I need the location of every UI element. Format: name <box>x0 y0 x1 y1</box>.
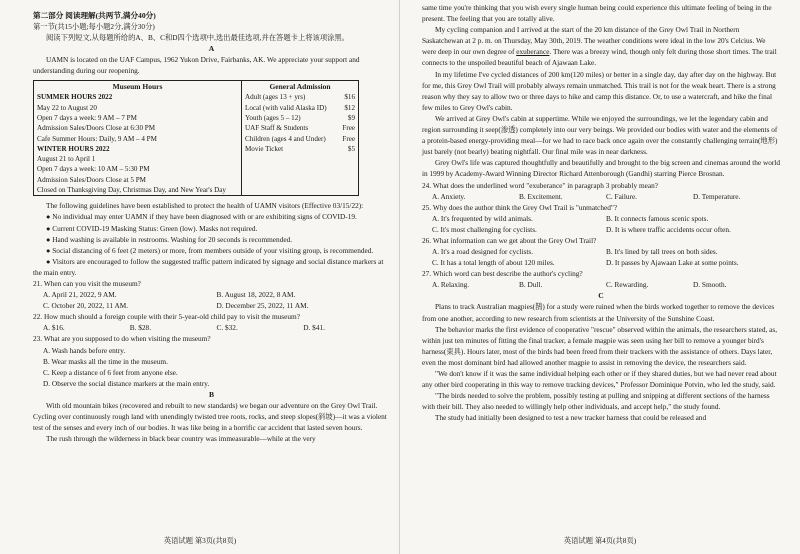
question-26-options <box>422 246 780 257</box>
option-d: D. It is where traffic accidents occur often. <box>606 224 731 234</box>
museum-hours-line: August 21 to April 1 <box>37 155 96 164</box>
museum-hours-line: Admission Sales/Doors Close at 6:30 PM <box>37 124 156 133</box>
admission-row <box>245 92 355 102</box>
admission-price: $12 <box>344 103 355 112</box>
admission-row <box>245 134 355 144</box>
museum-hours-line: Closed on Thanksgiving Day, Christmas Day, and New Year's Day <box>37 186 226 195</box>
option-a: A. It's frequented by wild animals. <box>432 213 533 223</box>
option-b: B. It's lined by tall trees on both sides. <box>606 247 718 257</box>
option-b: B. It connects famous scenic spots. <box>606 213 709 223</box>
option-d: D. $41. <box>303 323 325 333</box>
admission-label: Adult (ages 13 + yrs) <box>245 93 306 102</box>
page-footer: 英语试题 第4页(共8页) <box>563 536 637 545</box>
passage-b-continued: same time you're thinking that you wish every single human being could experience this ultimate feeling of being in the present. The feeling that you are totally alive. <box>422 3 772 24</box>
question-21-stem: 21. When can you visit the museum? <box>33 279 141 288</box>
admission-row <box>245 113 355 123</box>
question-22-options <box>33 322 390 333</box>
page-4 <box>400 0 800 554</box>
guideline-item: ● Visitors are encouraged to follow the suggested traffic pattern indicated by signage and social distance markers at the main entry. <box>33 256 384 277</box>
option-a: A. Anxiety. <box>432 191 466 201</box>
admission-column <box>242 81 358 195</box>
option-a: A. $16. <box>43 323 65 333</box>
question-25-options <box>422 213 780 224</box>
option-c: C. Failure. <box>606 191 638 201</box>
museum-hours-line: SUMMER HOURS 2022 <box>37 93 113 102</box>
option-d: D. It passes by Ajawaan Lake at some points. <box>606 258 739 268</box>
question-26-options <box>422 257 780 268</box>
museum-hours-line: WINTER HOURS 2022 <box>37 144 110 153</box>
admission-label: Youth (ages 5 – 12) <box>245 113 301 122</box>
passage-b-paragraph <box>422 24 780 68</box>
passage-b-paragraph: With old mountain bikes (recovered and rebuilt to new standards) we began our adventure on the Grey Owl Trail. Cycling over continuously rough land with unendingly twisted tree roots, rocks, and steep slopes(斜坡)—it was a violent test of the senses and every inch of our bodies. It was like being in a horrific car accident that lasted seven hours. <box>33 400 387 433</box>
admission-price: $9 <box>347 113 355 122</box>
passage-c-paragraph: "The birds needed to solve the problem, possibly testing at pulling and snipping at different sections of the harness with their bill. They also needed to willingly help other individuals, and accept help," the study found. <box>422 391 770 412</box>
museum-hours-line: Open 7 days a week: 9 AM – 7 PM <box>37 113 137 122</box>
option-c: C. It has a total length of about 120 miles. <box>432 258 555 268</box>
passage-c-letter: C <box>598 291 604 301</box>
admission-price: $5 <box>347 144 355 153</box>
passage-b-paragraph: Grey Owl's life was captured thoughtfully and beautifully and brought to the big screen and cinemas around the world in 1999 by Academy-Award Winning Director Richard Attenborough (Gandhi) starring Pierce Brosnan. <box>422 158 780 179</box>
admission-row <box>245 103 355 113</box>
passage-a-letter: A <box>208 44 215 54</box>
admission-header: General Admission <box>269 82 331 92</box>
option-b: B. $28. <box>129 323 152 333</box>
question-25-stem: 25. Why does the author think the Grey Owl Trail is "unmatched"? <box>422 202 618 212</box>
museum-hours-header: Museum Hours <box>112 82 163 92</box>
question-21-options <box>33 289 390 300</box>
museum-hours-line: Admission Sales/Doors Close at 5 PM <box>37 175 146 184</box>
admission-label: UAF Staff & Students <box>245 124 309 133</box>
question-24-options <box>422 191 780 202</box>
museum-hours-line: May 22 to August 20 <box>37 103 97 112</box>
guidelines-intro: The following guidelines have been established to protect the health of UAMN visitors (Effective 03/15/22): <box>46 201 364 211</box>
page-footer: 英语试题 第3页(共8页) <box>163 536 237 545</box>
admission-price: Free <box>342 134 355 143</box>
question-23-stem: 23. What are you supposed to do when visiting the museum? <box>33 334 211 344</box>
guideline-item: ● Social distancing of 6 feet (2 meters) or more, from members outside of your visiting group, is recommended. <box>46 245 374 255</box>
option-b: B. Wear masks all the time in the museum. <box>43 356 168 366</box>
question-27-options <box>422 279 780 290</box>
option-a: A. Relaxing. <box>432 280 470 290</box>
option-d: D. Temperature. <box>693 191 741 201</box>
option-a: A. April 21, 2022, 9 AM. <box>43 290 117 300</box>
guideline-item: ● Current COVID-19 Masking Status: Green (low). Masks not required. <box>46 223 258 233</box>
option-a: A. Wash hands before entry. <box>43 345 126 355</box>
option-c: C. Rewarding. <box>606 280 649 290</box>
underlined-word: exuberance <box>516 47 550 57</box>
option-c: C. $32. <box>216 323 238 333</box>
admission-label: Children (ages 4 and Under) <box>245 134 326 143</box>
passage-c-paragraph: The study had initially been designed to test a new tracker harness that could be released and <box>435 413 707 423</box>
section-title: 第一节(共15小题;每小题2分,满分30分) <box>33 22 155 31</box>
museum-hours-line: Open 7 days a week: 10 AM – 5:30 PM <box>37 165 150 174</box>
option-a: A. It's a road designed for cyclists. <box>432 247 534 257</box>
admission-row <box>245 123 355 133</box>
option-c: C. Keep a distance of 6 feet from anyone else. <box>43 367 178 377</box>
option-b: B. Excitement. <box>519 191 563 201</box>
guideline-item: ● No individual may enter UAMN if they have been diagnosed with or are exhibiting signs of COVID-19. <box>46 212 357 222</box>
text-span: My cycling companion and I arrived at the start of the 20 km distance of the Grey Owl Trail in Northern Saskatchewan at 2 p. m. on Thursday, May 30th, 2019. The weather conditions were ideal in the low 20's Celcius. We were deep in our own degree of <box>422 25 766 57</box>
museum-hours-column <box>34 81 242 195</box>
admission-label: Movie Ticket <box>245 144 284 153</box>
museum-hours-line: Cafe Summer Hours: Daily, 9 AM – 4 PM <box>37 134 157 143</box>
option-d: D. December 25, 2022, 11 AM. <box>216 301 309 311</box>
option-d: D. Smooth. <box>693 280 727 290</box>
passage-c-paragraph: The behavior marks the first evidence of cooperative "rescue" observed within the animals, the researchers stated, as, within just ten minutes of fitting the final tracker, a female magpie was seen using her bill to remove a younger bird's harness(束具). Hours later, most of the birds had been freed from their trackers with the assistance of others. Days later, even the most dominant bird had allowed another magpie to assist in removing the device, the researchers said. <box>422 324 778 367</box>
instruction: 阅读下列短文,从每题所给的A、B、C和D四个选项中,选出最佳选项,并在答题卡上将该项涂黑。 <box>46 33 350 43</box>
admission-row <box>245 144 355 154</box>
question-25-options <box>422 224 780 235</box>
option-c: C. October 20, 2022, 11 AM. <box>43 301 129 311</box>
option-c: C. It's most challenging for cyclists. <box>432 224 537 234</box>
question-24-stem: 24. What does the underlined word "exuberance" in paragraph 3 probably mean? <box>422 180 658 190</box>
question-26-stem: 26. What information can we get about the Grey Owl Trail? <box>422 235 597 245</box>
question-21-options <box>33 300 390 311</box>
passage-b-letter: B <box>208 389 215 399</box>
passage-b-paragraph: We arrived at Grey Owl's cabin at suppertime. While we enjoyed the surroundings, we let the legendary cabin and region surrounding it seep(渗透) completely into our very beings. We provided our bodies with water and the elements of a protein-based energy-providing meal—for we had to race back once again over the constantly challenging terrain(地形) just barely (not bearly) beating nightfall. Our final mile was in near darkness. <box>422 113 778 157</box>
guideline-item: ● Hand washing is available in restrooms. Washing for 20 seconds is recommended. <box>46 234 293 244</box>
part-title: 第二部分 阅读理解(共两节,满分40分) <box>33 11 156 20</box>
admission-label: Local (with valid Alaska ID) <box>245 103 327 112</box>
question-22-stem: 22. How much should a foreign couple with their 5-year-old child pay to visit the museum? <box>33 312 300 322</box>
passage-c-paragraph: Plans to track Australian magpies(鹊) for a study were ruined when the birds worked together to remove the devices from one another, according to new research from scientists at the University of the Sunshine Coast. <box>422 302 775 323</box>
option-b: B. August 18, 2022, 8 AM. <box>216 290 296 300</box>
museum-info-table <box>33 80 359 196</box>
admission-price: $16 <box>344 93 355 102</box>
option-b: B. Dull. <box>519 280 543 290</box>
option-d: D. Observe the social distance markers at the main entry. <box>43 378 210 388</box>
passage-b-paragraph: In my lifetime I've cycled distances of 200 km(120 miles) or better in a single day, day after day on the highway. But for me, this Grey Owl Trail will probably always remain unmatched. This trail is not for the weak heart. There is a strong reason why they say to allow two or three days to hike and camp this distance. Or, to use a watercraft, and hike the final few miles to Grey Owl's cabin. <box>422 69 777 112</box>
question-27-stem: 27. Which word can best describe the author's cycling? <box>422 269 583 279</box>
passage-c-paragraph: "We don't know if it was the same individual helping each other or if they shared duties, but we had never read about any other bird cooperating in this way to remove tracking devices," Professor Dominique Potvin, who led the study, said. <box>422 369 777 390</box>
admission-price: Free <box>342 124 355 133</box>
passage-b-paragraph: The rush through the wilderness in black bear country was immeasurable—while at the very <box>46 434 316 444</box>
passage-a-intro: UAMN is located on the UAF Campus, 1962 Yukon Drive, Fairbanks, AK. We appreciate your support and understanding during our reopening. <box>33 55 360 76</box>
text-span: . There was a breezy wind, though only felt during those short times. The trail connects to the unspoiled beautiful beach of Ajawaan Lake. <box>422 47 777 68</box>
